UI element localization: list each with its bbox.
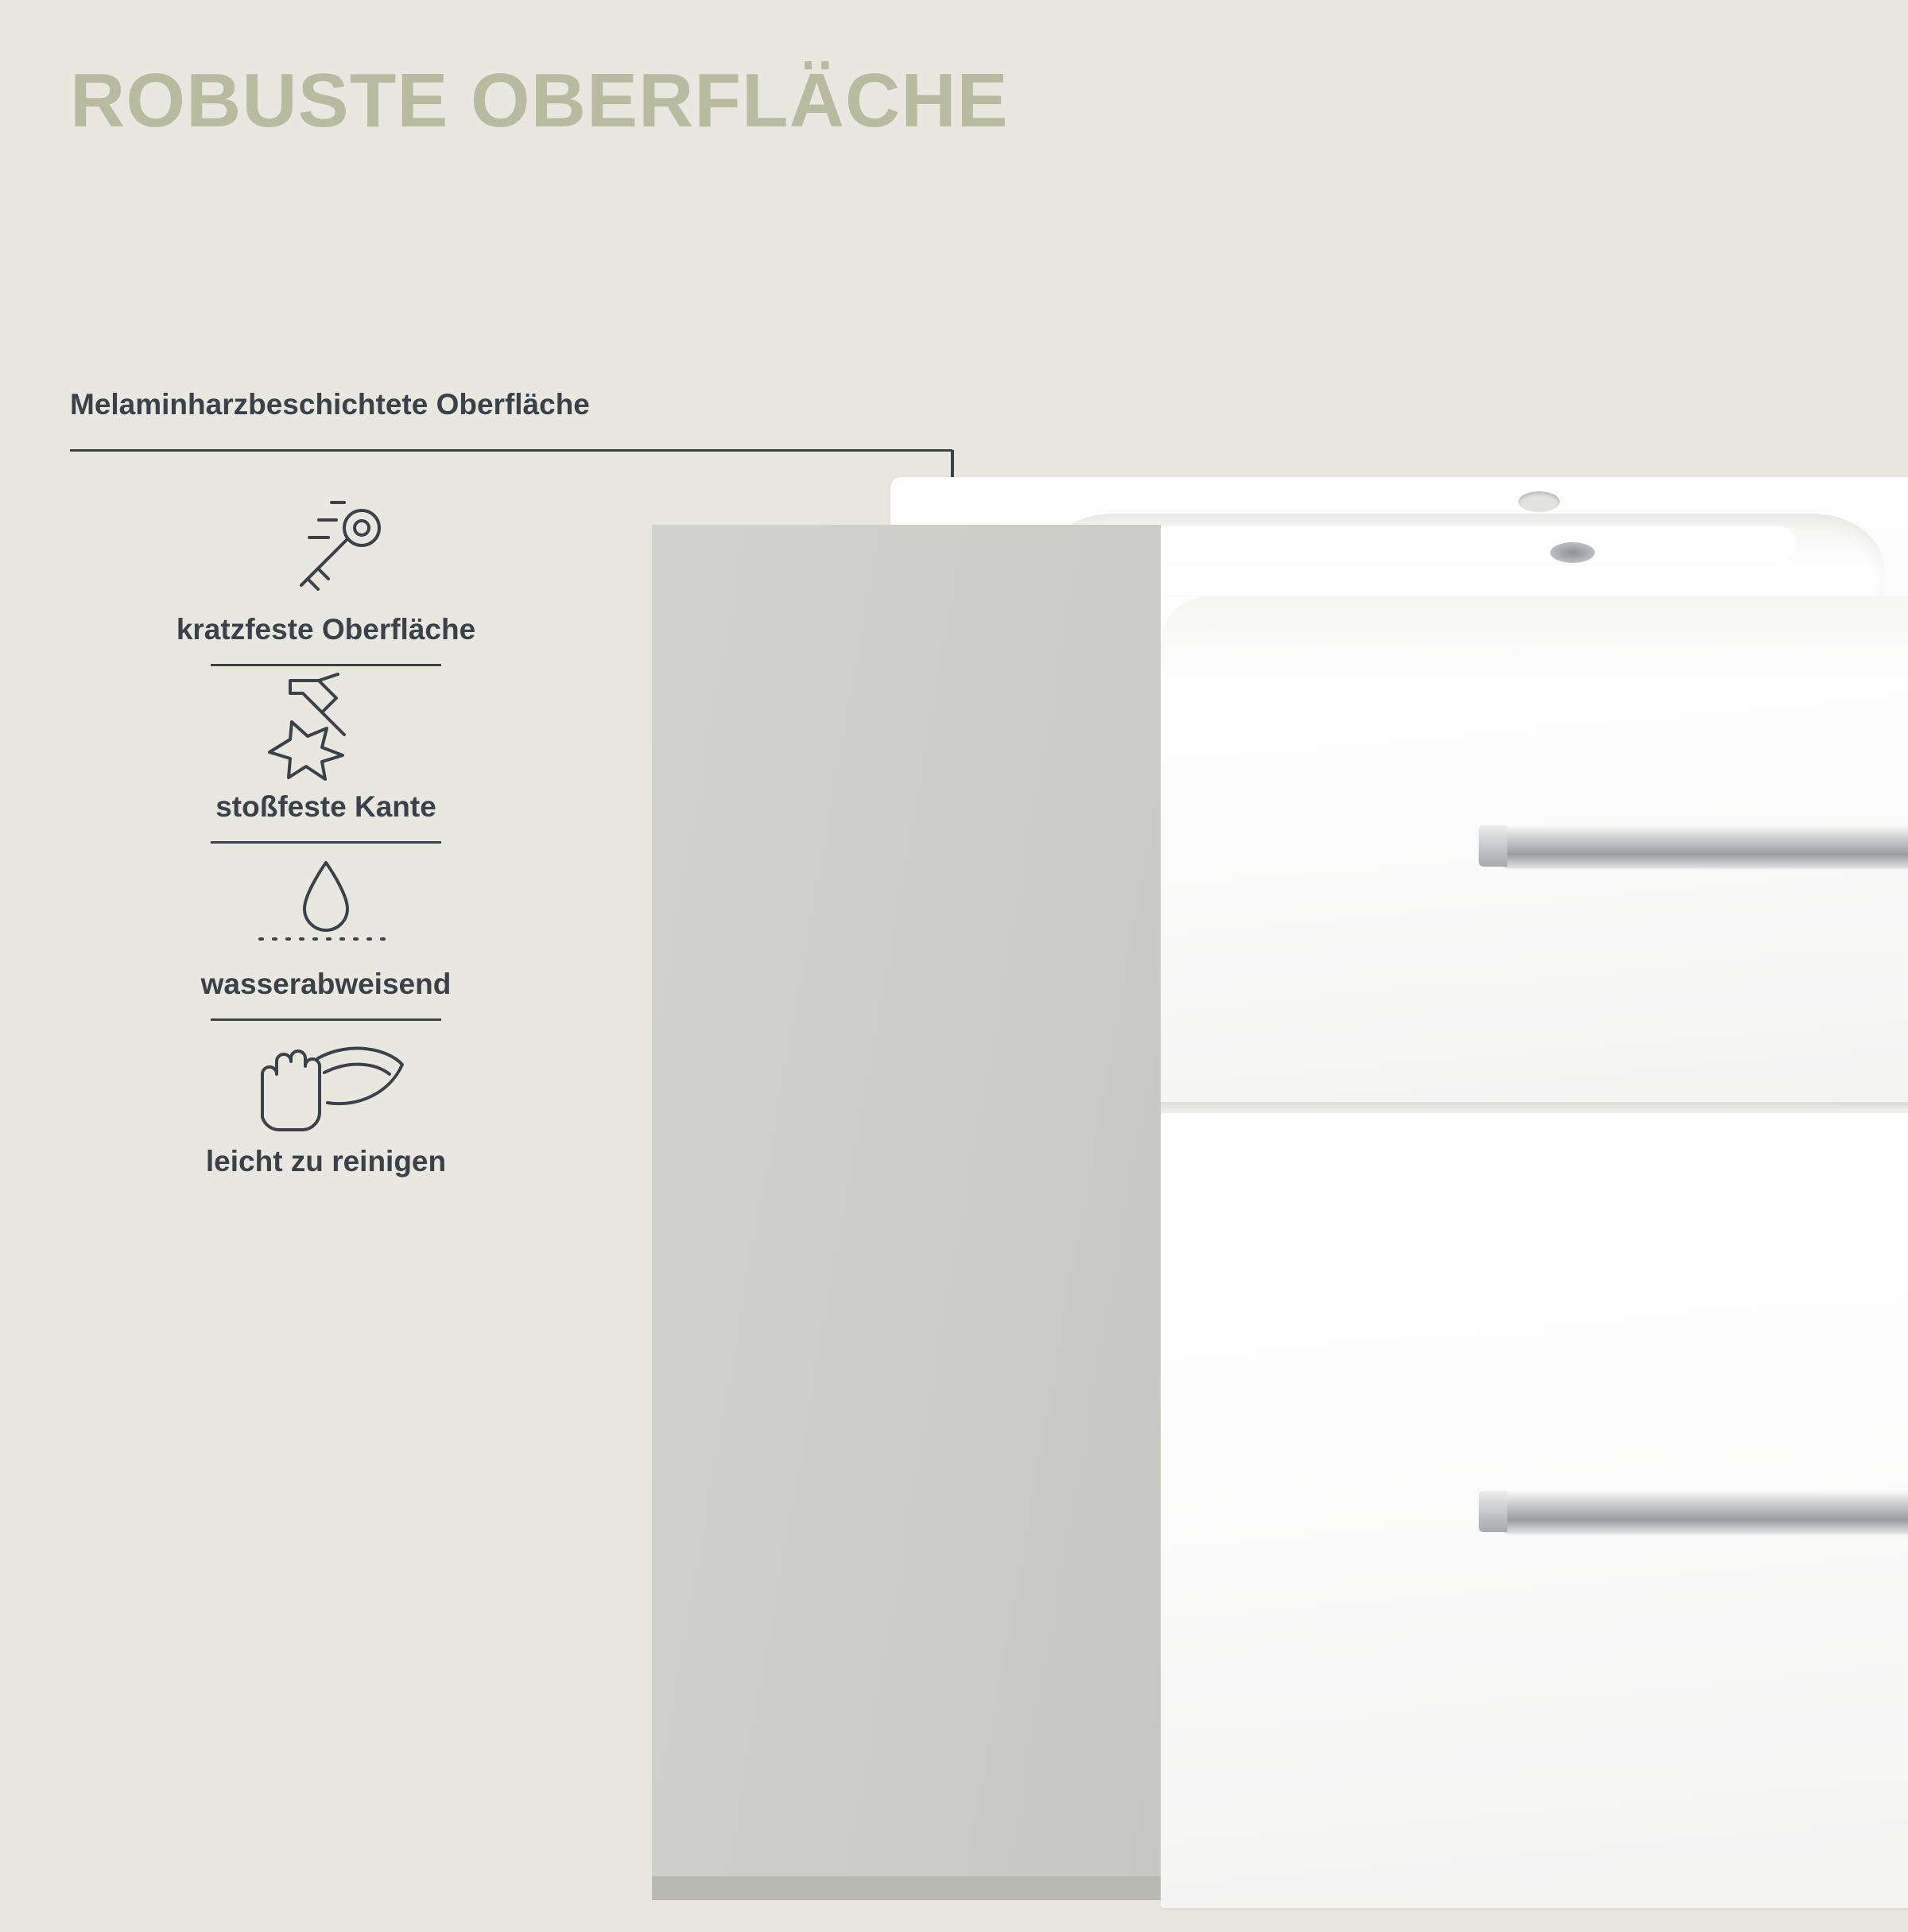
page-title: ROBUSTE OBERFLÄCHE <box>70 58 1009 143</box>
lower-drawer-handle-cap <box>1479 1491 1507 1532</box>
cleaning-hand-cloth-icon <box>238 1021 413 1140</box>
feature-label: stoßfeste Kante <box>215 790 436 823</box>
lower-drawer-handle <box>1503 1491 1908 1532</box>
hammer-impact-icon <box>242 666 409 786</box>
feature-item <box>135 844 517 1021</box>
callout-underline <box>70 449 952 452</box>
feature-item <box>135 1021 517 1198</box>
feature-label: wasserabweisend <box>200 968 452 1000</box>
feature-label: kratzfeste Oberfläche <box>176 613 476 646</box>
drawer-seam <box>1161 1102 1908 1113</box>
feature-item <box>135 489 517 666</box>
feature-divider <box>211 1196 441 1198</box>
water-drop-icon <box>242 844 409 963</box>
scratch-key-icon <box>242 489 409 608</box>
tap-hole <box>1518 491 1560 512</box>
upper-drawer-top-edge <box>1161 596 1908 692</box>
upper-drawer-handle-cap <box>1479 825 1507 867</box>
drain <box>1550 542 1595 563</box>
feature-label: leicht zu reinigen <box>205 1145 447 1177</box>
washbasin-highlight <box>1097 526 1797 563</box>
feature-list <box>135 489 517 1198</box>
callout-label: Melaminharzbeschichtete Oberfläche <box>70 388 590 421</box>
upper-drawer-handle <box>1503 825 1908 867</box>
cabinet-base-edge <box>652 1876 1161 1900</box>
feature-item <box>135 666 517 844</box>
cabinet-side-panel <box>652 525 1161 1900</box>
bathroom-vanity-unit <box>652 477 1908 1932</box>
